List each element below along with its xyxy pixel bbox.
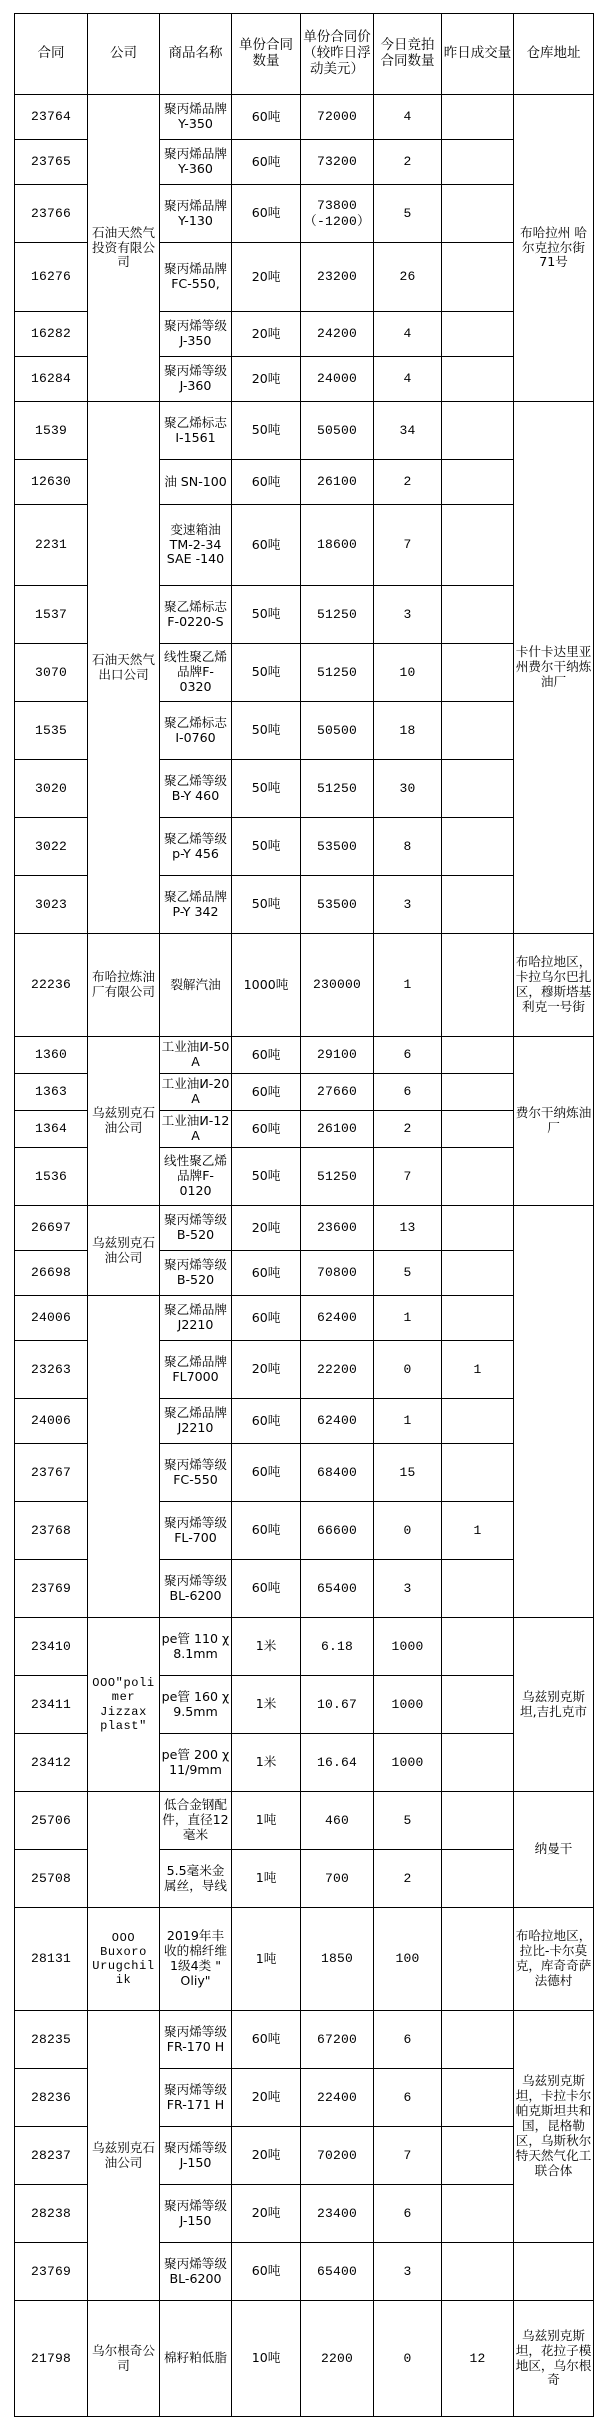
- cell-product-name: 聚乙烯标志I-1561: [160, 402, 232, 460]
- cell-today-auction-count: 4: [374, 357, 442, 402]
- cell-today-auction-count: 5: [374, 185, 442, 243]
- cell-contract-number: 3070: [15, 644, 88, 702]
- table-body: [15, 95, 594, 2417]
- cell-contract-price: 22200: [301, 1341, 374, 1399]
- cell-warehouse-address: 乌兹别克斯坦，卡拉卡尔帕克斯坦共和国，昆格勒区，乌斯秋尔特天然气化工联合体: [514, 2011, 594, 2243]
- cell-yesterday-volume: [442, 2185, 514, 2243]
- cell-contract-price: 1850: [301, 1908, 374, 2011]
- cell-today-auction-count: 5: [374, 1251, 442, 1296]
- cell-contract-price: 16.64: [301, 1734, 374, 1792]
- cell-contract-price: 230000: [301, 934, 374, 1037]
- cell-product-name: 聚丙烯品牌FC-550,: [160, 243, 232, 312]
- cell-contract-quantity: 1米: [232, 1618, 301, 1676]
- cell-today-auction-count: 5: [374, 1792, 442, 1850]
- cell-product-name: 聚乙烯品牌P-Y 342: [160, 876, 232, 934]
- cell-company-name: OOO"polimer Jizzax plast": [88, 1618, 160, 1792]
- cell-product-name: 聚丙烯等级 FR-171 H: [160, 2069, 232, 2127]
- cell-product-name: 聚乙烯品牌J2210: [160, 1399, 232, 1444]
- cell-contract-price: 50500: [301, 402, 374, 460]
- cell-contract-quantity: 60吨: [232, 1296, 301, 1341]
- header-contract-quantity: 单份合同数量: [232, 14, 301, 95]
- cell-yesterday-volume: [442, 876, 514, 934]
- cell-yesterday-volume: [442, 95, 514, 140]
- cell-contract-quantity: 1米: [232, 1734, 301, 1792]
- cell-yesterday-volume: 1: [442, 1502, 514, 1560]
- cell-contract-quantity: 50吨: [232, 586, 301, 644]
- cell-warehouse-address: 乌兹别克斯坦,吉扎克市: [514, 1618, 594, 1792]
- cell-yesterday-volume: [442, 1444, 514, 1502]
- cell-contract-quantity: 50吨: [232, 1148, 301, 1206]
- contract-table: [14, 13, 594, 2417]
- cell-today-auction-count: 6: [374, 1037, 442, 1074]
- cell-contract-price: 51250: [301, 760, 374, 818]
- cell-today-auction-count: 1000: [374, 1676, 442, 1734]
- cell-contract-number: 26698: [15, 1251, 88, 1296]
- cell-contract-number: 1535: [15, 702, 88, 760]
- cell-product-name: 裂解汽油: [160, 934, 232, 1037]
- cell-contract-price: 65400: [301, 2243, 374, 2301]
- cell-contract-number: 28237: [15, 2127, 88, 2185]
- cell-today-auction-count: 3: [374, 876, 442, 934]
- cell-contract-quantity: 60吨: [232, 2243, 301, 2301]
- cell-company-name: 石油天然气投资有限公司: [88, 95, 160, 402]
- cell-today-auction-count: 18: [374, 702, 442, 760]
- cell-contract-number: 3020: [15, 760, 88, 818]
- cell-today-auction-count: 34: [374, 402, 442, 460]
- table-row[interactable]: [15, 1206, 594, 1251]
- cell-contract-quantity: 20吨: [232, 2069, 301, 2127]
- cell-product-name: 聚乙烯等级p-Y 456: [160, 818, 232, 876]
- cell-contract-number: 1363: [15, 1074, 88, 1111]
- cell-contract-quantity: 1米: [232, 1676, 301, 1734]
- cell-product-name: 聚丙烯品牌Y-350: [160, 95, 232, 140]
- cell-contract-quantity: 60吨: [232, 1037, 301, 1074]
- cell-product-name: 聚乙烯标志I-0760: [160, 702, 232, 760]
- cell-product-name: 5.5毫米金属丝，导线: [160, 1850, 232, 1908]
- cell-product-name: 聚丙烯等级BL-6200: [160, 1560, 232, 1618]
- cell-contract-quantity: 50吨: [232, 402, 301, 460]
- cell-today-auction-count: 3: [374, 586, 442, 644]
- cell-yesterday-volume: [442, 1560, 514, 1618]
- cell-company-name: 乌尔根奇公司: [88, 2301, 160, 2417]
- cell-yesterday-volume: [442, 1037, 514, 1074]
- cell-company-name: 石油天然气出口公司: [88, 402, 160, 934]
- table-row[interactable]: [15, 1296, 594, 1341]
- cell-contract-number: 22236: [15, 934, 88, 1037]
- cell-today-auction-count: 1: [374, 1399, 442, 1444]
- cell-yesterday-volume: [442, 644, 514, 702]
- cell-contract-number: 25708: [15, 1850, 88, 1908]
- cell-contract-price: 10.67: [301, 1676, 374, 1734]
- cell-yesterday-volume: [442, 357, 514, 402]
- cell-contract-price: 24200: [301, 312, 374, 357]
- cell-yesterday-volume: [442, 1251, 514, 1296]
- cell-contract-quantity: 1吨: [232, 1850, 301, 1908]
- cell-product-name: pe管 160 χ 9.5mm: [160, 1676, 232, 1734]
- cell-today-auction-count: 7: [374, 2127, 442, 2185]
- table-row[interactable]: [15, 934, 594, 1037]
- cell-contract-quantity: 1吨: [232, 1792, 301, 1850]
- cell-contract-quantity: 50吨: [232, 818, 301, 876]
- cell-yesterday-volume: [442, 312, 514, 357]
- cell-contract-number: 2231: [15, 505, 88, 586]
- cell-yesterday-volume: [442, 185, 514, 243]
- cell-contract-price: 68400: [301, 1444, 374, 1502]
- cell-contract-number: 16284: [15, 357, 88, 402]
- cell-today-auction-count: 1: [374, 1296, 442, 1341]
- cell-yesterday-volume: [442, 402, 514, 460]
- cell-yesterday-volume: 12: [442, 2301, 514, 2417]
- cell-contract-price: 18600: [301, 505, 374, 586]
- cell-contract-price: 23200: [301, 243, 374, 312]
- cell-contract-price: 66600: [301, 1502, 374, 1560]
- cell-contract-number: 23768: [15, 1502, 88, 1560]
- cell-contract-number: 21798: [15, 2301, 88, 2417]
- cell-contract-quantity: 60吨: [232, 2011, 301, 2069]
- header-yesterday-volume: 昨日成交量: [442, 14, 514, 95]
- cell-contract-price: 22400: [301, 2069, 374, 2127]
- cell-contract-quantity: 1000吨: [232, 934, 301, 1037]
- cell-warehouse-address: 布哈拉地区，拉比-卡尔莫克，库奇奇萨法德村: [514, 1908, 594, 2011]
- cell-contract-number: 23767: [15, 1444, 88, 1502]
- cell-product-name: 聚丙烯等级 J-150: [160, 2185, 232, 2243]
- cell-contract-price: 51250: [301, 644, 374, 702]
- cell-contract-price: 72000: [301, 95, 374, 140]
- cell-product-name: 工业油И-12 A: [160, 1111, 232, 1148]
- cell-product-name: 聚丙烯等级BL-6200: [160, 2243, 232, 2301]
- cell-contract-price: 26100: [301, 1111, 374, 1148]
- cell-contract-quantity: 20吨: [232, 1341, 301, 1399]
- header-company: 公司: [88, 14, 160, 95]
- cell-contract-price: 460: [301, 1792, 374, 1850]
- cell-product-name: 线性聚乙烯品牌F-0120: [160, 1148, 232, 1206]
- cell-today-auction-count: 8: [374, 818, 442, 876]
- cell-contract-price: 53500: [301, 876, 374, 934]
- cell-today-auction-count: 100: [374, 1908, 442, 2011]
- cell-contract-number: 23766: [15, 185, 88, 243]
- cell-contract-number: 16276: [15, 243, 88, 312]
- cell-product-name: 聚丙烯等级 J-150: [160, 2127, 232, 2185]
- cell-yesterday-volume: [442, 702, 514, 760]
- cell-contract-number: 1364: [15, 1111, 88, 1148]
- cell-contract-quantity: 60吨: [232, 1444, 301, 1502]
- cell-product-name: 线性聚乙烯品牌F-0320: [160, 644, 232, 702]
- cell-today-auction-count: 2: [374, 460, 442, 505]
- cell-contract-number: 25706: [15, 1792, 88, 1850]
- cell-contract-quantity: 20吨: [232, 357, 301, 402]
- cell-contract-price: 24000: [301, 357, 374, 402]
- cell-contract-quantity: 20吨: [232, 243, 301, 312]
- cell-yesterday-volume: [442, 1399, 514, 1444]
- cell-contract-price: 62400: [301, 1296, 374, 1341]
- cell-today-auction-count: 6: [374, 2185, 442, 2243]
- cell-contract-quantity: 60吨: [232, 1502, 301, 1560]
- table-header: [15, 14, 594, 95]
- cell-contract-quantity: 1吨: [232, 1908, 301, 2011]
- cell-contract-number: 23411: [15, 1676, 88, 1734]
- cell-contract-number: 23769: [15, 2243, 88, 2301]
- cell-contract-price: 70800: [301, 1251, 374, 1296]
- cell-product-name: pe管 110 χ 8.1mm: [160, 1618, 232, 1676]
- header-warehouse-address: 仓库地址: [514, 14, 594, 95]
- cell-contract-price: 6.18: [301, 1618, 374, 1676]
- cell-today-auction-count: 10: [374, 644, 442, 702]
- cell-contract-quantity: 20吨: [232, 2185, 301, 2243]
- cell-product-name: 2019年丰收的棉纤维1级4类 " Oliy": [160, 1908, 232, 2011]
- cell-contract-price: 29100: [301, 1037, 374, 1074]
- header-contract: 合同: [15, 14, 88, 95]
- cell-warehouse-address: 费尔干纳炼油厂: [514, 1037, 594, 1206]
- cell-contract-number: 28238: [15, 2185, 88, 2243]
- cell-contract-number: 3023: [15, 876, 88, 934]
- cell-contract-price: 51250: [301, 1148, 374, 1206]
- table-row[interactable]: [15, 2301, 594, 2417]
- cell-today-auction-count: 7: [374, 1148, 442, 1206]
- cell-today-auction-count: 0: [374, 1502, 442, 1560]
- cell-product-name: 聚乙烯标志 F-0220-S: [160, 586, 232, 644]
- cell-yesterday-volume: [442, 1734, 514, 1792]
- cell-contract-quantity: 10吨: [232, 2301, 301, 2417]
- cell-company-name: [88, 1792, 160, 1908]
- cell-today-auction-count: 4: [374, 95, 442, 140]
- cell-yesterday-volume: [442, 1792, 514, 1850]
- cell-today-auction-count: 0: [374, 1341, 442, 1399]
- cell-product-name: 聚乙烯品牌 FL7000: [160, 1341, 232, 1399]
- cell-contract-price: 26100: [301, 460, 374, 505]
- cell-company-name: 乌兹别克石油公司: [88, 1206, 160, 1296]
- cell-today-auction-count: 7: [374, 505, 442, 586]
- cell-yesterday-volume: [442, 460, 514, 505]
- cell-contract-number: 28235: [15, 2011, 88, 2069]
- cell-contract-number: 26697: [15, 1206, 88, 1251]
- cell-contract-price: 73200: [301, 140, 374, 185]
- cell-yesterday-volume: [442, 243, 514, 312]
- cell-yesterday-volume: [442, 2069, 514, 2127]
- cell-contract-quantity: 20吨: [232, 1206, 301, 1251]
- cell-yesterday-volume: [442, 1206, 514, 1251]
- cell-contract-number: 24006: [15, 1296, 88, 1341]
- header-contract-price: 单份合同价（较昨日浮动美元）: [301, 14, 374, 95]
- cell-contract-price: 27660: [301, 1074, 374, 1111]
- cell-product-name: 聚乙烯等级B-Y 460: [160, 760, 232, 818]
- cell-contract-quantity: 20吨: [232, 2127, 301, 2185]
- cell-contract-number: 23769: [15, 1560, 88, 1618]
- table-row[interactable]: [15, 95, 594, 140]
- cell-company-name: 乌兹别克石油公司: [88, 2011, 160, 2301]
- cell-product-name: 聚丙烯等级FL-700: [160, 1502, 232, 1560]
- cell-contract-quantity: 60吨: [232, 1074, 301, 1111]
- cell-company-name: 乌兹别克石油公司: [88, 1037, 160, 1206]
- cell-product-name: 聚丙烯等级J-360: [160, 357, 232, 402]
- cell-warehouse-address: 纳曼干: [514, 1792, 594, 1908]
- cell-contract-number: 12630: [15, 460, 88, 505]
- cell-contract-quantity: 60吨: [232, 1399, 301, 1444]
- cell-yesterday-volume: 1: [442, 1341, 514, 1399]
- cell-yesterday-volume: [442, 818, 514, 876]
- cell-warehouse-address: 乌兹别克斯坦，花拉子模地区，乌尔根奇: [514, 2301, 594, 2417]
- cell-yesterday-volume: [442, 1618, 514, 1676]
- cell-product-name: 聚丙烯品牌Y-360: [160, 140, 232, 185]
- cell-contract-quantity: 50吨: [232, 876, 301, 934]
- cell-contract-quantity: 60吨: [232, 1111, 301, 1148]
- cell-contract-number: 1360: [15, 1037, 88, 1074]
- cell-contract-price: 23600: [301, 1206, 374, 1251]
- cell-contract-price: 70200: [301, 2127, 374, 2185]
- cell-contract-number: 28131: [15, 1908, 88, 2011]
- cell-today-auction-count: 2: [374, 1850, 442, 1908]
- cell-contract-price: 2200: [301, 2301, 374, 2417]
- cell-warehouse-address: 布哈拉地区，卡拉乌尔巴扎区，穆斯塔基利克一号街: [514, 934, 594, 1037]
- cell-today-auction-count: 2: [374, 140, 442, 185]
- cell-contract-price: 50500: [301, 702, 374, 760]
- cell-today-auction-count: 6: [374, 2069, 442, 2127]
- cell-contract-number: 23263: [15, 1341, 88, 1399]
- cell-contract-quantity: 60吨: [232, 505, 301, 586]
- cell-contract-quantity: 50吨: [232, 702, 301, 760]
- cell-today-auction-count: 0: [374, 2301, 442, 2417]
- cell-product-name: 聚乙烯品牌J2210: [160, 1296, 232, 1341]
- cell-contract-number: 23410: [15, 1618, 88, 1676]
- cell-yesterday-volume: [442, 1296, 514, 1341]
- cell-contract-price: 62400: [301, 1399, 374, 1444]
- cell-today-auction-count: 30: [374, 760, 442, 818]
- cell-warehouse-address: [514, 1206, 594, 1618]
- cell-today-auction-count: 26: [374, 243, 442, 312]
- cell-contract-quantity: 60吨: [232, 1560, 301, 1618]
- cell-contract-quantity: 60吨: [232, 95, 301, 140]
- cell-contract-price: 23400: [301, 2185, 374, 2243]
- cell-contract-number: 1539: [15, 402, 88, 460]
- cell-today-auction-count: 3: [374, 2243, 442, 2301]
- cell-yesterday-volume: [442, 2127, 514, 2185]
- cell-yesterday-volume: [442, 2011, 514, 2069]
- cell-today-auction-count: 1000: [374, 1734, 442, 1792]
- cell-yesterday-volume: [442, 760, 514, 818]
- cell-contract-number: 1537: [15, 586, 88, 644]
- cell-contract-quantity: 60吨: [232, 140, 301, 185]
- table-row[interactable]: [15, 1618, 594, 1676]
- cell-yesterday-volume: [442, 1908, 514, 2011]
- cell-yesterday-volume: [442, 1148, 514, 1206]
- cell-product-name: 变速箱油TM-2-34 SAE -140: [160, 505, 232, 586]
- cell-today-auction-count: 4: [374, 312, 442, 357]
- cell-product-name: 聚丙烯等级B-520: [160, 1251, 232, 1296]
- cell-contract-price: 53500: [301, 818, 374, 876]
- cell-product-name: 聚丙烯等级FC-550: [160, 1444, 232, 1502]
- cell-warehouse-address: 卡什卡达里亚州费尔干纳炼油厂: [514, 402, 594, 934]
- cell-product-name: 聚丙烯等级 FR-170 H: [160, 2011, 232, 2069]
- cell-warehouse-address: 布哈拉州 哈尔克拉尔街71号: [514, 95, 594, 402]
- cell-yesterday-volume: [442, 1676, 514, 1734]
- cell-today-auction-count: 3: [374, 1560, 442, 1618]
- cell-contract-number: 24006: [15, 1399, 88, 1444]
- cell-yesterday-volume: [442, 2243, 514, 2301]
- cell-yesterday-volume: [442, 934, 514, 1037]
- cell-contract-quantity: 60吨: [232, 1251, 301, 1296]
- cell-product-name: 聚丙烯等级B-520: [160, 1206, 232, 1251]
- cell-contract-number: 3022: [15, 818, 88, 876]
- cell-product-name: pe管 200 χ 11/9mm: [160, 1734, 232, 1792]
- cell-yesterday-volume: [442, 505, 514, 586]
- table-row[interactable]: [15, 1037, 594, 1074]
- table-row[interactable]: [15, 2011, 594, 2069]
- cell-yesterday-volume: [442, 1074, 514, 1111]
- cell-yesterday-volume: [442, 1111, 514, 1148]
- table-row[interactable]: [15, 1792, 594, 1850]
- cell-contract-number: 23764: [15, 95, 88, 140]
- cell-product-name: 低合金钢配件，直径12毫米: [160, 1792, 232, 1850]
- header-row: [15, 14, 594, 95]
- cell-yesterday-volume: [442, 586, 514, 644]
- cell-today-auction-count: 6: [374, 1074, 442, 1111]
- cell-contract-number: 28236: [15, 2069, 88, 2127]
- cell-contract-price: 73800（-1200）: [301, 185, 374, 243]
- cell-contract-number: 1536: [15, 1148, 88, 1206]
- table-row[interactable]: [15, 1908, 594, 2011]
- header-product-name: 商品名称: [160, 14, 232, 95]
- cell-product-name: 工业油И-50 A: [160, 1037, 232, 1074]
- cell-company-name: OOO Buxoro Urugchilik: [88, 1908, 160, 2011]
- table-row[interactable]: [15, 402, 594, 460]
- cell-product-name: 工业油И-20 A: [160, 1074, 232, 1111]
- cell-contract-quantity: 50吨: [232, 644, 301, 702]
- cell-company-name: [88, 1296, 160, 1618]
- cell-today-auction-count: 13: [374, 1206, 442, 1251]
- cell-contract-price: 700: [301, 1850, 374, 1908]
- cell-contract-quantity: 20吨: [232, 312, 301, 357]
- cell-product-name: 棉籽粕低脂: [160, 2301, 232, 2417]
- cell-contract-price: 67200: [301, 2011, 374, 2069]
- cell-product-name: 聚丙烯等级J-350: [160, 312, 232, 357]
- cell-contract-quantity: 50吨: [232, 760, 301, 818]
- cell-today-auction-count: 6: [374, 2011, 442, 2069]
- cell-contract-price: 51250: [301, 586, 374, 644]
- cell-company-name: 布哈拉炼油厂有限公司: [88, 934, 160, 1037]
- cell-contract-price: 65400: [301, 1560, 374, 1618]
- cell-yesterday-volume: [442, 140, 514, 185]
- cell-contract-quantity: 60吨: [232, 185, 301, 243]
- cell-contract-number: 16282: [15, 312, 88, 357]
- cell-today-auction-count: 1000: [374, 1618, 442, 1676]
- cell-contract-number: 23765: [15, 140, 88, 185]
- header-today-auction-count: 今日竞拍合同数量: [374, 14, 442, 95]
- cell-contract-quantity: 60吨: [232, 460, 301, 505]
- cell-warehouse-address: [514, 2243, 594, 2301]
- cell-contract-number: 23412: [15, 1734, 88, 1792]
- cell-today-auction-count: 1: [374, 934, 442, 1037]
- cell-today-auction-count: 15: [374, 1444, 442, 1502]
- cell-yesterday-volume: [442, 1850, 514, 1908]
- cell-product-name: 聚丙烯品牌Y-130: [160, 185, 232, 243]
- cell-today-auction-count: 2: [374, 1111, 442, 1148]
- cell-product-name: 油 SN-100: [160, 460, 232, 505]
